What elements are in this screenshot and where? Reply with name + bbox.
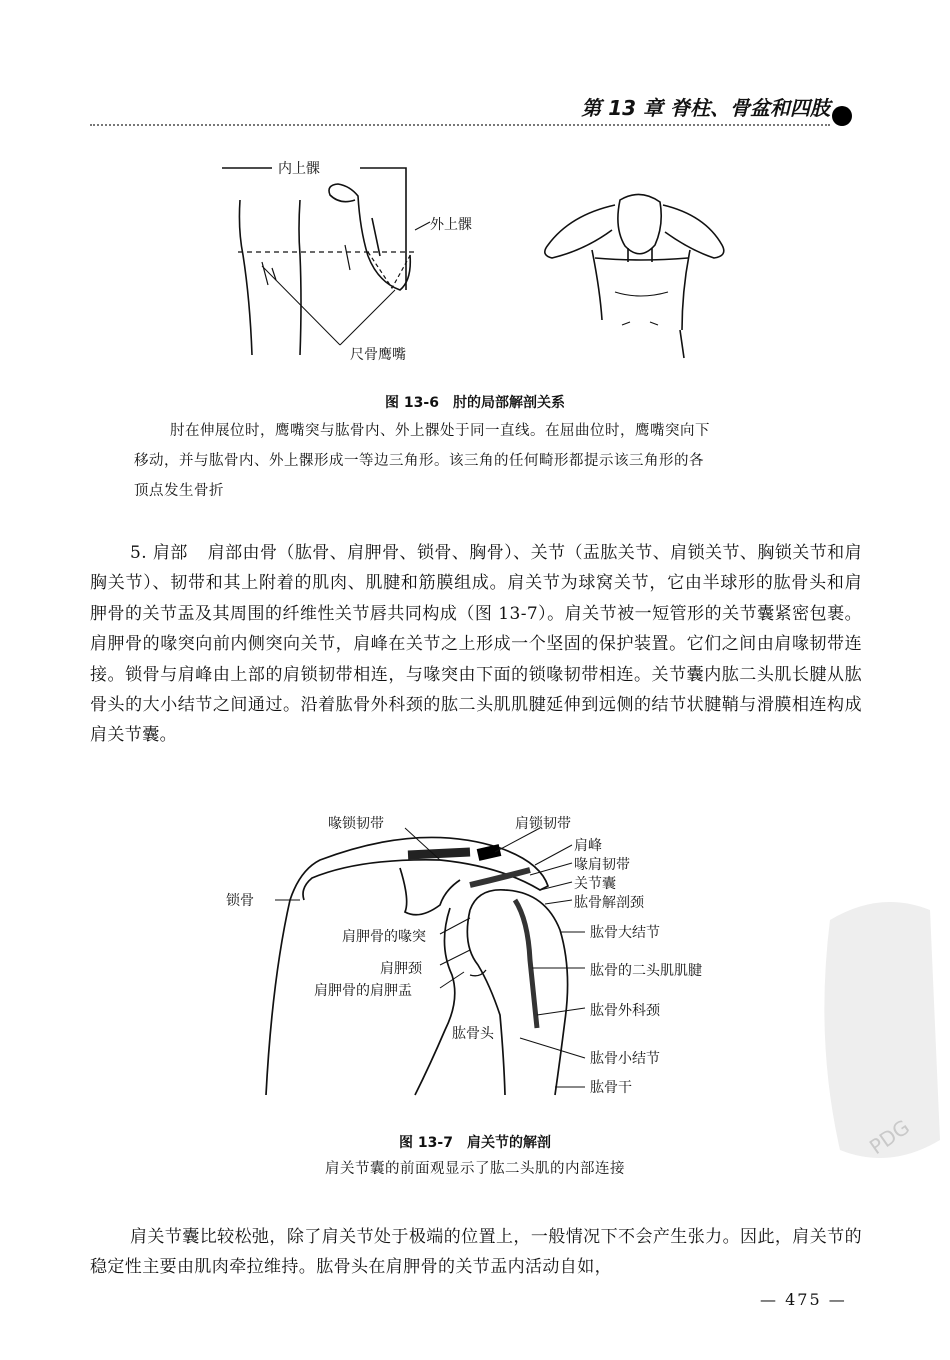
chapter-header: 第 13 章 脊柱、骨盆和四肢: [581, 96, 830, 120]
label-surgical-neck: 肱骨外科颈: [590, 1003, 660, 1019]
figure-13-6-caption-line-2: 移动，并与肱骨内、外上髁形成一等边三角形。该三角的任何畸形都提示该三角形的各: [134, 453, 704, 469]
paragraph-capsule: [90, 1222, 862, 1283]
figure-13-6-title: 图 13-6 肘的局部解剖关系: [385, 395, 565, 411]
label-capsule: 关节囊: [574, 876, 616, 892]
label-acromion: 肩峰: [574, 838, 602, 854]
watermark-text: PDG: [865, 1114, 914, 1160]
label-lesser-tubercle: 肱骨小结节: [590, 1051, 660, 1067]
label-anatomical-neck: 肱骨解剖颈: [574, 895, 644, 911]
figure-13-7-caption: 肩关节囊的前面观显示了肱二头肌的内部连接: [325, 1161, 625, 1177]
paragraph-2-text: 肩关节囊比较松弛，除了肩关节处于极端的位置上，一般情况下不会产生张力。因此，肩关节的稳定性主要由肌肉牵拉维持。肱骨头在肩胛骨的关节盂内活动自如，: [90, 1227, 862, 1278]
label-shaft: 肱骨干: [590, 1080, 632, 1096]
paragraph-text: 肩部由骨（肱骨、肩胛骨、锁骨、胸骨）、关节（盂肱关节、肩锁关节、胸锁关节和肩胸关节）、韧带和其上附着的肌肉、肌腱和筋膜组成。肩关节为球窝关节，它由半球形的肱骨头和肩胛骨的关节盂及其周围的纤维性关节唇共同构成（图 13-7）。肩关节被一短管形的关节囊紧密包裹。肩胛骨的喙突向前内侧突向关节，肩峰在关节之上形成一个坚固的保护装置。它们之间由肩喙韧带连接。锁骨与肩峰由上部的肩锁韧带相连，与喙突由下面的锁喙韧带相连。关节囊内肱二头肌长腱从肱骨头的大小结节之间通过。沿着肱骨外科颈的肱二头肌肌腱延伸到远侧的结节状腱鞘与滑膜相连构成肩关节囊。: [90, 543, 863, 746]
label-biceps-tendon: 肱骨的二头肌肌腱: [590, 963, 702, 979]
page-number: — 475 —: [760, 1290, 847, 1309]
label-humeral-head: 肱骨头: [452, 1026, 494, 1042]
label-coracoclavicular: 喙锁韧带: [328, 816, 384, 832]
figure-13-7-drawing: [0, 800, 950, 1120]
label-lateral-epicondyle: 外上髁: [430, 217, 472, 233]
figure-13-6-caption-line-3: 顶点发生骨折: [134, 483, 224, 499]
figure-13-6-drawing: [0, 0, 950, 400]
figure-13-6-caption-line-1: 肘在伸展位时，鹰嘴突与肱骨内、外上髁处于同一直线。在屈曲位时，鹰嘴突向下: [170, 423, 710, 439]
label-coracoacromial: 喙肩韧带: [574, 857, 630, 873]
label-coracoid: 肩胛骨的喙突: [342, 929, 426, 945]
label-clavicle: 锁骨: [226, 893, 254, 909]
label-acromioclavicular: 肩锁韧带: [515, 816, 571, 832]
label-glenoid: 肩胛骨的肩胛盂: [314, 983, 412, 999]
paragraph-shoulder: [90, 538, 862, 751]
label-medial-epicondyle: 内上髁: [278, 161, 320, 177]
label-olecranon: 尺骨鹰嘴: [350, 347, 406, 363]
paragraph-heading: 5. 肩部: [130, 543, 188, 563]
figure-13-7-title: 图 13-7 肩关节的解剖: [399, 1135, 551, 1151]
label-greater-tubercle: 肱骨大结节: [590, 925, 660, 941]
label-scapular-neck: 肩胛颈: [380, 961, 422, 977]
